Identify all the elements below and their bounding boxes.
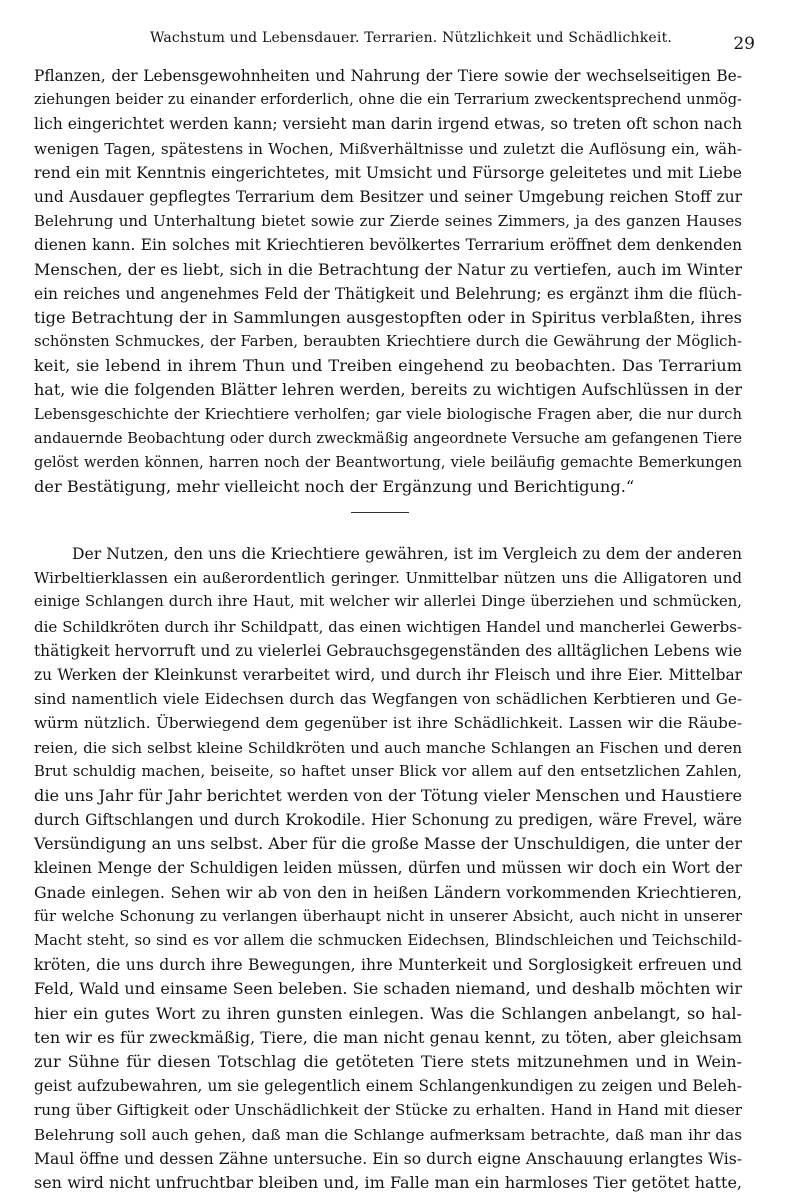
text-line: Menschen, der es liebt, sich in die Betrachtung der Natur zu vertiefen, auch im Winter xyxy=(34,259,742,279)
text-line: Brut schuldig machen, beiseite, so haftet unser Blick vor allem auf den entsetzlichen Zahlen, xyxy=(34,762,742,780)
text-line: sen wird nicht unfruchtbar bleiben und, im Falle man ein harmloses Tier getötet hatte, xyxy=(34,1172,742,1192)
text-line: schönsten Schmuckes, der Farben, beraubten Kriechtiere durch die Gewährung der Möglich- xyxy=(34,333,742,351)
text-line: kleinen Menge der Schuldigen leiden müssen, dürfen und müssen wir doch ein Wort der xyxy=(34,859,742,878)
text-line: die Schildkröten durch ihr Schildpatt, das einen wichtigen Handel und mancherlei Gewerbs- xyxy=(34,617,742,636)
text-line: reien, die sich selbst kleine Schildkröten und auch manche Schlangen an Fischen und deren xyxy=(34,738,742,757)
text-line: ein reiches und angenehmes Feld der Thätigkeit und Belehrung; es ergänzt ihm die flüch- xyxy=(34,284,742,303)
page-number: 29 xyxy=(733,34,755,54)
text-line: gelöst werden können, harren noch der Beantwortung, viele beiläufig gemachte Bemerkungen xyxy=(34,454,742,471)
text-line: thätigkeit hervorruft und zu vielerlei Gebrauchsgegenständen des alltäglichen Lebens wie xyxy=(34,641,742,660)
text-line: rung über Giftigkeit oder Unschädlichkeit der Stücke zu erhalten. Hand in Hand mit dieser xyxy=(34,1101,742,1120)
text-line: Lebensgeschichte der Kriechtiere verholfen; gar viele biologische Fragen aber, die nur durch xyxy=(34,405,742,423)
text-line: die uns Jahr für Jahr berichtet werden von der Tötung vieler Menschen und Haustiere xyxy=(34,785,743,805)
text-line: für welche Schonung zu verlangen überhaupt nicht in unserer Absicht, auch nicht in unserer xyxy=(34,907,742,925)
text-line: durch Giftschlangen und durch Krokodile. Hier Schonung zu predigen, wäre Frevel, wäre xyxy=(34,811,742,830)
text-line: Belehrung und Unterhaltung bietet sowie zur Zierde seines Zimmers, ja des ganzen Hauses xyxy=(34,212,742,231)
text-line: Macht steht, so sind es vor allem die schmucken Eidechsen, Blindschleichen und Teichschild- xyxy=(34,932,742,949)
text-line: und Ausdauer gepflegtes Terrarium dem Besitzer und seiner Umgebung reichen Stoff zur xyxy=(34,187,742,206)
text-line: Der Nutzen, den uns die Kriechtiere gewähren, ist im Vergleich zu dem der anderen xyxy=(72,545,742,563)
text-line: hat, wie die folgenden Blätter lehren werden, bereits zu wichtigen Aufschlüssen in der xyxy=(34,380,742,400)
text-line: kröten, die uns durch ihre Bewegungen, ihre Munterkeit und Sorglosigkeit erfreuen und xyxy=(34,956,742,975)
text-line: zu Werken der Kleinkunst verarbeitet wird, und durch ihr Fleisch und ihre Eier. Mittelbar xyxy=(34,665,742,684)
text-line: der Bestätigung, mehr vielleicht noch der Ergänzung und Berichtigung.“ xyxy=(34,477,635,497)
paragraph-terrarium xyxy=(34,64,742,499)
text-line: wenigen Tagen, spätestens in Wochen, Mißverhältnisse und zuletzt die Auflösung ein, wäh- xyxy=(34,139,742,158)
text-line: Feld, Wald und einsame Seen beleben. Sie schaden niemand, und deshalb möchten wir xyxy=(34,979,742,999)
text-line: Wirbeltierklassen ein außerordentlich geringer. Unmittelbar nützen uns die Alligatoren und xyxy=(34,569,742,588)
text-line: Gnade einlegen. Sehen wir ab von den in heißen Ländern vorkommenden Kriechtieren, xyxy=(34,882,742,902)
text-line: ten wir es für zweckmäßig, Tiere, die man nicht genau kennt, zu töten, aber gleichsam xyxy=(34,1027,742,1047)
text-line: Versündigung an uns selbst. Aber für die große Masse der Unschuldigen, die unter der xyxy=(34,834,742,854)
text-line: keit, sie lebend in ihrem Thun und Treiben eingehend zu beobachten. Das Terrarium xyxy=(34,356,742,376)
text-line: andauernde Beobachtung oder durch zweckmäßig angeordnete Versuche am gefangenen Tiere xyxy=(34,429,742,447)
section-divider xyxy=(351,512,409,513)
text-line: tige Betrachtung der in Sammlungen ausgestopften oder in Spiritus verblaßten, ihres xyxy=(34,307,742,327)
text-line: lich eingerichtet werden kann; versieht man darin irgend etwas, so treten oft schon nach xyxy=(34,115,742,134)
text-line: dienen kann. Ein solches mit Kriechtieren bevölkertes Terrarium eröffnet dem denkenden xyxy=(34,236,742,255)
text-line: zur Sühne für diesen Totschlag die getöteten Tiere stets mitzunehmen und in Wein- xyxy=(34,1051,742,1071)
text-line: würm nützlich. Überwiegend dem gegenüber ist ihre Schädlichkeit. Lassen wir die Räube- xyxy=(34,714,742,733)
running-title: Wachstum und Lebensdauer. Terrarien. Nützlichkeit und Schädlichkeit. xyxy=(150,30,673,46)
text-line: hier ein gutes Wort zu ihren gunsten einlegen. Was die Schlangen anbelangt, so hal- xyxy=(34,1003,742,1023)
text-line: rend ein mit Kenntnis eingerichtetes, mit Umsicht und Fürsorge geleitetes und mit Liebe xyxy=(34,163,742,182)
text-line: Maul öffne und dessen Zähne untersuche. Ein so durch eigne Anschauung erlangtes Wis- xyxy=(34,1149,742,1168)
text-line: Belehrung soll auch gehen, daß man die Schlange aufmerksam betrachte, daß man ihr das xyxy=(34,1125,742,1144)
text-line: sind namentlich viele Eidechsen durch das Wegfangen von schädlichen Kerbtieren und Ge- xyxy=(34,690,742,709)
text-line: Pflanzen, der Lebensgewohnheiten und Nahrung der Tiere sowie der wechselseitigen Be- xyxy=(34,67,742,85)
paragraph-usefulness xyxy=(34,542,742,1195)
text-line: geist aufzubewahren, um sie gelegentlich einem Schlangenkundigen zu zeigen und Beleh- xyxy=(34,1077,742,1096)
text-line: einige Schlangen durch ihre Haut, mit welcher wir allerlei Dinge überziehen und schmücken, xyxy=(34,593,742,611)
text-line: ziehungen beider zu einander erforderlich, ohne die ein Terrarium zweckentsprechend unmög- xyxy=(34,91,742,109)
